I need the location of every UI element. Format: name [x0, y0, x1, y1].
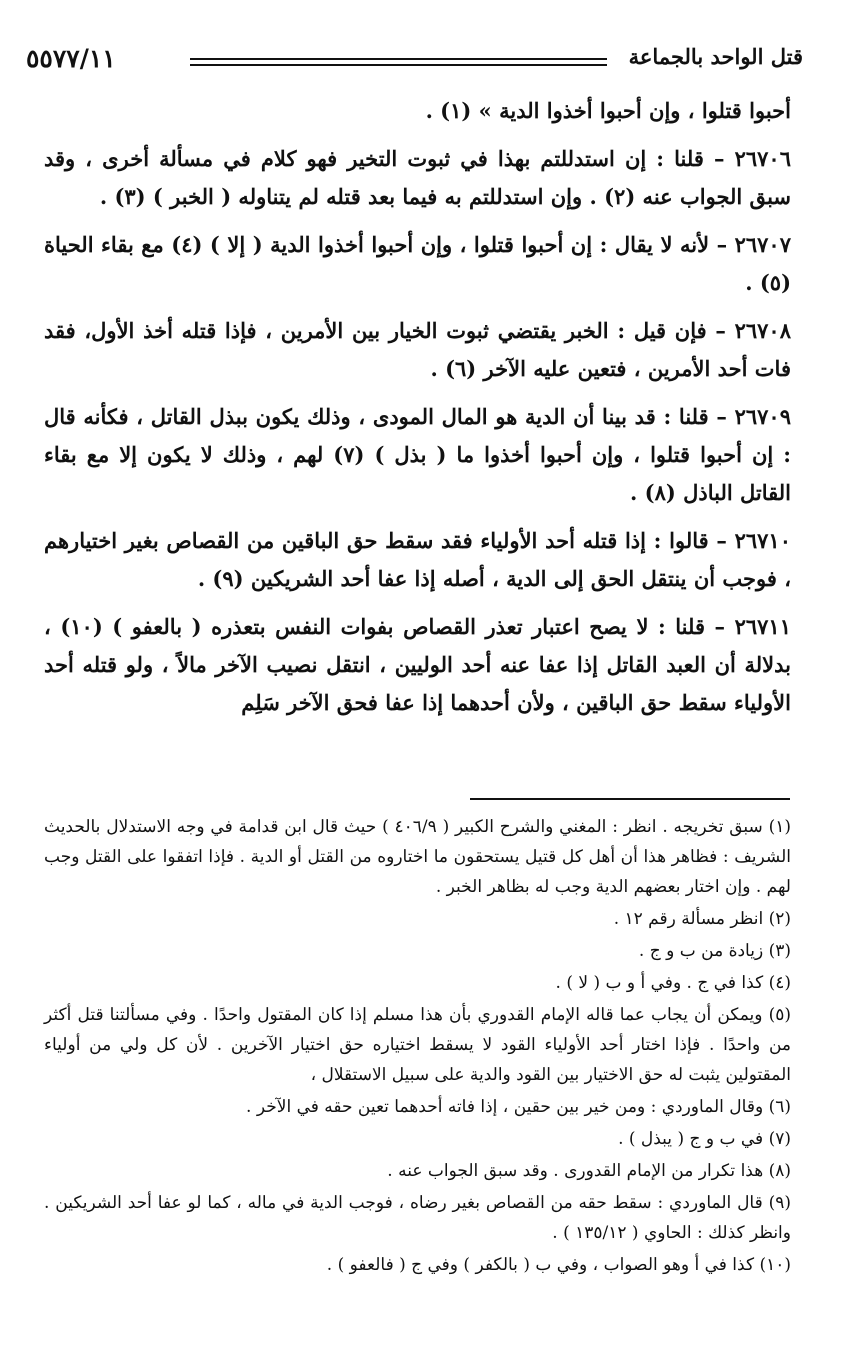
paragraph-26709: ٢٦٧٠٩ – قلنا : قد بينا أن الدية هو المال المودى ، وذلك يكون ببذل القاتل ، فكأنه قال : إن أحبوا قتلوا ، وإن أحبوا أخذوا ما ( بذل ) (٧) لهم ، وذلك لا يكون إلا مع بقاء القاتل الباذل (٨) . — [44, 404, 791, 505]
paragraph-continuation: أحبوا قتلوا ، وإن أحبوا أخذوا الدية » (١) . — [425, 98, 791, 123]
footnote-2: (٢) انظر مسألة رقم ١٢ . — [613, 909, 791, 929]
main-text — [44, 92, 791, 732]
paragraph-26710: ٢٦٧١٠ – قالوا : إذا قتله أحد الأولياء فقد سقط حق الباقين من القصاص بغير اختيارهم ، فوجب أن ينتقل الحق إلى الدية ، أصله إذا عفا أحد الشريكين (٩) . — [44, 528, 791, 591]
paragraph-26711: ٢٦٧١١ – قلنا : لا يصح اعتبار تعذر القصاص بفوات النفس بتعذره ( بالعفو ) (١٠) ، بدلالة أن العبد القاتل إذا عفا عنه أحد الوليين ، انتقل نصيب الآخر مالاً ، ولو قتله أحد الأولياء سقط حق الباقين ، ولأن أحدهما إذا عفا فحق الآخر سَلِم — [44, 614, 791, 715]
paragraph-26706: ٢٦٧٠٦ – قلنا : إن استدللتم بهذا في ثبوت التخير فهو كلام في مسألة أخرى ، وقد سبق الجواب عنه (٢) . وإن استدللتم به فيما بعد قتله لم يتناوله ( الخبر ) (٣) . — [44, 146, 791, 209]
header-rule — [190, 64, 607, 66]
footnote-9: (٩) قال الماوردي : سقط حقه من القصاص بغير رضاه ، فوجب الدية في ماله ، كما لو عفا أحد الشريكين . وانظر كذلك : الحاوي ( ١٣٥/١٢ ) . — [44, 1193, 791, 1243]
footnote-10: (١٠) كذا في أ وهو الصواب ، وفي ب ( بالكفر ) وفي ج ( فالعفو ) . — [326, 1255, 791, 1275]
footnote-5: (٥) ويمكن أن يجاب عما قاله الإمام القدوري بأن هذا مسلم إذا كان المقتول واحدًا . وفي مسألتنا قتل أكثر من واحدًا . فإذا اختار أحد الأولياء القود لا يسقط اختياره حق اختيار الآخرين . لأن كل ولي من أولياء المقتولين يثبت له حق الاختيار بين القود والدية على سبيل الاستقلال ، — [44, 1005, 791, 1085]
footnote-4: (٤) كذا في ج . وفي أ و ب ( لا ) . — [555, 973, 791, 993]
running-header — [26, 44, 803, 84]
paragraph-26708: ٢٦٧٠٨ – فإن قيل : الخبر يقتضي ثبوت الخيار بين الأمرين ، فإذا قتله أخذ الأول، فقد فات أحد الأمرين ، فتعين عليه الآخر (٦) . — [44, 318, 791, 381]
footnotes — [44, 812, 791, 1282]
paragraph-26707: ٢٦٧٠٧ – لأنه لا يقال : إن أحبوا قتلوا ، وإن أحبوا أخذوا الدية ( إلا ) (٤) مع بقاء الحياة (٥) . — [44, 232, 791, 295]
footnote-1: (١) سبق تخريجه . انظر : المغني والشرح الكبير ( ٤٠٦/٩ ) حيث قال ابن قدامة في وجه الاستدلال بالحديث الشريف : فظاهر هذا أن أهل كل قتيل يستحقون ما اختاروه من القتل أو الدية . فإذا اتفقوا على القتل وجب لهم . وإن اختار بعضهم الدية وجب له بظاهر الخبر . — [44, 817, 791, 897]
running-title: قتل الواحد بالجماعة — [628, 44, 803, 69]
page-number: ٥٥٧٧/١١ — [26, 44, 116, 73]
footnote-3: (٣) زيادة من ب و ج . — [638, 941, 791, 961]
footnote-separator — [470, 798, 790, 800]
header-rule — [190, 58, 607, 60]
footnote-8: (٨) هذا تكرار من الإمام القدورى . وقد سبق الجواب عنه . — [387, 1161, 791, 1181]
footnote-6: (٦) وقال الماوردي : ومن خير بين حقين ، إذا فاته أحدهما تعين حقه في الآخر . — [246, 1097, 791, 1117]
footnote-7: (٧) في ب و ج ( يبذل ) . — [618, 1129, 791, 1149]
